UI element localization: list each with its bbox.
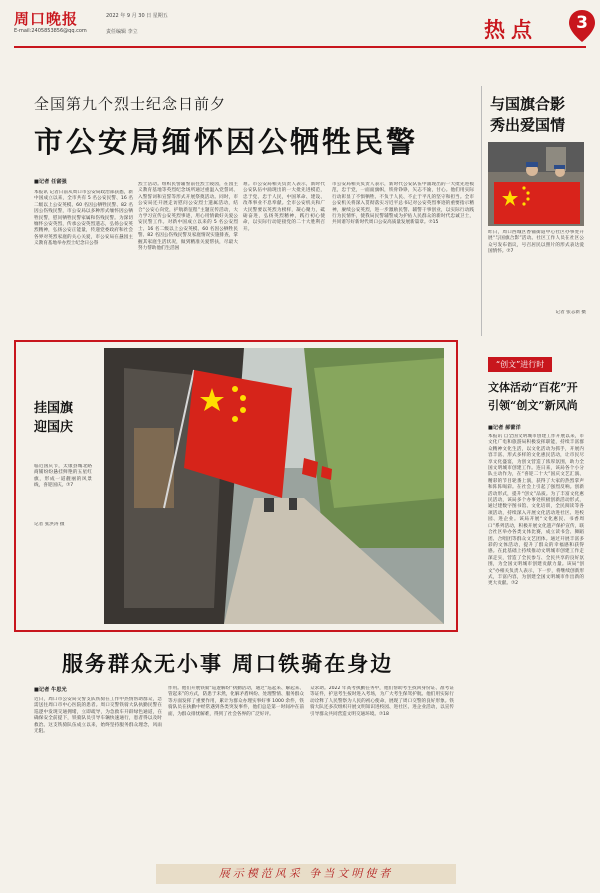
email-line: E-mail:2405853856@qq.com [14,28,87,34]
lead-kicker: 全国第九个烈士纪念日前夕 [34,95,227,113]
masthead [14,6,586,46]
section-title: 热点 [484,17,538,42]
culture-byline: ■记者 郝蕾洋 [488,425,521,431]
side-caption: 昨日，周口西城区香铺街道中心社区办事处开展“与国旗合影”活动。社区工作人员在社区公众号发布倡议，号召居民以照片的形式表达爱国情怀。⑦7 [488,230,584,255]
side-title-2: 秀出爱国情 [490,116,566,134]
culture-tag: “创文”进行时 [488,357,552,372]
bottom-byline: ■记者 牛思光 [34,687,67,693]
masthead-rule [14,46,586,48]
newspaper-brand: 周口晚报 [14,10,79,28]
feature-byline: 记者 张洪涛 摄 [34,522,65,527]
flag-selfie-photo [488,142,584,226]
side-byline: 记者 张志新 摄 [555,310,586,315]
bottom-banner: 展示模范风采 争当文明使者 [156,864,456,884]
page-number-pin [567,9,597,43]
lead-column-3: 难。市公安局相关负责人表示，新时代公安队伍中涌现出的一大批先进模范，忠于党、忠于人民，中国革命、建设、改革事业不息奉献。全市公安机关和广大民警要以英烈为榜样，凝心聚力，砥砺奋进，弘扬英烈精神，践行初心使命，以实际行动迎接党的二十大胜利召开。 [243,182,325,232]
lead-byline: ■记者 任富强 [34,179,67,185]
lead-headline: 市公安局缅怀因公牺牲民警 [34,125,419,159]
page-number: 3 [576,13,588,33]
street-flags-photo [104,348,444,624]
bottom-column-1: 近日，周口市公安局交警支队铁骑在工作中热情帮助群众，急需送往周口市中心医院的患者。周口交警铁骑大队执勤民警在巡逻中发现交通拥堵，立即疏导，为急救车开辟绿色通道，在确保安全前提下，铁骑队员引导车辆快速通行，患者得以及时救治。这支铁骑队伍成立以来，始终坚持服务群众理念，风雨无阻。 [34,697,162,735]
culture-title-2: 引领“创文”新风尚 [488,399,578,412]
side-title-1: 与国旗合影 [490,95,566,113]
culture-title-1: 文体活动“百花”开 [488,381,578,394]
feature-caption: 临近国庆节，太康县城北路商铺纷纷悬挂鲜艳的五星红旗，形成一道靓丽的风景线，喜迎国庆。⑦7 [34,464,92,489]
lead-column-2: 烈士活动。组织民警辅警前往烈士陵园，在园主义教育基地等英烈纪念场所通过重温入党誓词、入警誓词和宣誓等形式开展祭奠活动。同时，市公安局还开展走访慰问公安烈士遗属活动，结合“公安心向党，护航新征程”主题宣传活动，大力学习宣传公安英烈事迹，用心用情做好关爱公安民警工作。对新中国成立以来的 5 名公安烈士、16 名二级以上公安英模、60 名因公牺牲民警、82 名因公伤残民警及家庭情况实施排查，掌握其家庭生活状况，做到精准关爱帮扶，尽最大努力帮助他们生活困 [138,182,238,252]
flag-photo-illustration [488,142,584,226]
lead-column-1: 本报讯 记者日前从周口市公安局政治部获悉，新中国成立以来，全市共有 5 名公安民警、16 名二级以上公安英模、60 名因公牺牲民警、82 名因公伤残民警，市公安局以多种形式缅怀因公牺牲民警，慰问牺牲民警家属和伤残民警。为深切缅怀公安英烈，传承公安英烈遗志，弘扬公安英烈精神，弘扬公安正能量，传递党委政府和社会各界对英烈家庭的关心关爱，市公安局在悬园主义教育基地举办烈士纪念日公祭 [34,190,133,247]
feature-title-2: 迎国庆 [34,420,74,435]
feature-title-1: 挂国旗 [34,401,74,416]
lead-column-4: 市公安局相关负责人表示，新时代公安队伍中涌现出的一大批先进模范，忠于党，一面面旗帜，铁骨铮铮，矢志不渝，甘心。他们用实际行动彰显了不惧牺牲、不负于人民、不止于平凡的坚守和担当。全市公安机关将深入贯彻落实习近平总书记对公安英烈事迹的重要指示精神，赓续公安英烈，进一步激励民警、辅警干事创业，以实际行动践行为民情怀，使我局民警辅警成为护佑人民群众的新时代忠诚卫士，共同谱写好新时代周口公安高质量发展新篇章。⑦15 [332,182,474,226]
street-illustration [104,348,444,624]
sidebar-divider [481,86,482,336]
bottom-headline: 服务群众无小事 周口铁骑在身边 [62,651,394,676]
culture-body: 本报讯 自全国文明城市创建工作开展以来，市文化广电和旅游局积极发挥职能，持续丰富群众精神文化生活，以文化活动为抓手，开展内容丰富、形式多样的文化惠民活动，让市民尽享文化盛宴，为创文营造了浓厚氛围，助力全国文明城市创建工作。连日来，该局各个小分队主动作为，在“喜迎二十大”国庆文艺汇演、精彩的节目轮番上演，获得了大家的热烈掌声和阵阵喝彩。在社会上引起了强烈反响。创新活动形式，提升“创文”品质。为了丰富文化惠民活动，该局多个办事处积极创新活动形式，通过建数字图书馆、文化培训，全民阅读等各项活动，持续深入开展文化活动进社区、进校园、进企业。该局开展“文化惠民、书香周口”系列活动，积极开展文化遗产保护宣传，联合社区举办各类文体比赛，成立读书会、舞蹈团、合唱团等群众文艺团体。通过开展丰富多彩的文体活动，提升了群众的幸福感和获得感。在此基础上持续推动文明城市创建工作走深走实，营造了全民参与、全民共享的良好氛围，为全国文明城市创建贡献力量。该局“创文”办相关负责人表示，下一步，将继续创新形式，丰富内容，为创建全国文明城市作出新的更大贡献。⑦2 [488,434,584,587]
bottom-column-2: 作用。他们开展铁骑“巡逻解纷”执勤活动，通过“巡起来、解起来、管起来”的方式，防患于未然，化解矛盾纠纷、处理警情、服务群众等方面发挥了重要作用，累计为群众办理实事好事 1000 余件，铁骑队员在执勤中经常遇到各类突发事件，他们总是第一时间冲在前面，为群众排忧解难，得到了社会各界的广泛好评。 [168,686,304,717]
editor-line: 责任编辑 李立 [106,29,138,35]
date-line: 2022 年 9 月 30 日 星期五 [106,13,168,19]
bottom-column-3: 众求助。2022 年高考执勤任务中，他们帮助考生找回身份证、准考证等证件，护送考生按时进入考场，为广大考生保驾护航。他们用实际行动诠释了人民警察为人民的初心使命，展现了周口交警的良好形象。铁骑大队还多次组织开展文明知识进校园、进社区、进企业活动，以宣传引导群众共同营造文明交通环境。⑦18 [310,686,454,717]
